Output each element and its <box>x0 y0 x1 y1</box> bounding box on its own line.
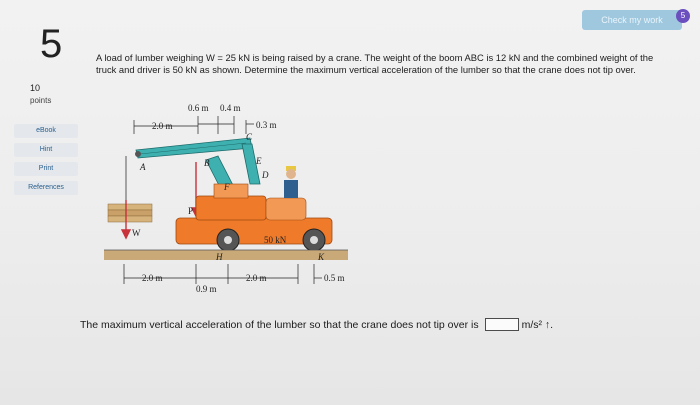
label-w: W <box>132 228 141 238</box>
label-d: D <box>262 170 269 180</box>
label-p: P <box>188 206 194 216</box>
ground <box>104 250 348 260</box>
answer-row <box>80 318 640 331</box>
problem-statement: A load of lumber weighing W = 25 kN is being raised by a crane. The weight of the boom ABC is 12 kN and the combined weight of the truck and driver is 50 kN as shown. Determine the maximum vertical acceleration of the lumber so that the crane does not tip over. <box>96 52 654 75</box>
points-label: points <box>30 96 52 105</box>
label-h: H <box>216 252 223 262</box>
dim-0-5m: 0.5 m <box>324 273 345 283</box>
check-my-work-button[interactable]: Check my work <box>582 10 682 30</box>
label-truck-weight: 50 kN <box>264 235 287 245</box>
answer-prompt: The maximum vertical acceleration of the lumber so that the crane does not tip over is <box>80 318 479 331</box>
dim-0-3m: 0.3 m <box>256 120 277 130</box>
label-f: F <box>224 182 230 192</box>
label-k: K <box>318 252 325 262</box>
label-b: B <box>204 158 210 168</box>
ebook-link[interactable]: eBook <box>14 124 78 138</box>
dim-0-6m: 0.6 m <box>188 103 209 113</box>
hint-link[interactable]: Hint <box>14 143 78 157</box>
answer-unit: m/s² ↑. <box>521 318 554 331</box>
dim-0-4m: 0.4 m <box>220 103 241 113</box>
label-c: C <box>246 132 253 142</box>
driver <box>284 166 298 198</box>
dim-2-0m-bottom-right: 2.0 m <box>246 273 267 283</box>
label-e: E <box>256 156 262 166</box>
question-tools <box>14 124 78 200</box>
crane-figure <box>96 100 396 295</box>
dim-2-0m-bottom-left: 2.0 m <box>142 273 163 283</box>
dim-2-0m-top: 2.0 m <box>152 121 173 131</box>
question-number: 5 <box>40 22 63 66</box>
print-link[interactable]: Print <box>14 162 78 176</box>
dim-0-9m: 0.9 m <box>196 284 217 294</box>
answer-input[interactable] <box>485 318 519 331</box>
points-value: 10 <box>30 83 41 93</box>
lumber-load <box>108 204 152 222</box>
label-a: A <box>140 162 146 172</box>
references-link[interactable]: References <box>14 181 78 195</box>
attempts-badge: 5 <box>676 9 690 23</box>
